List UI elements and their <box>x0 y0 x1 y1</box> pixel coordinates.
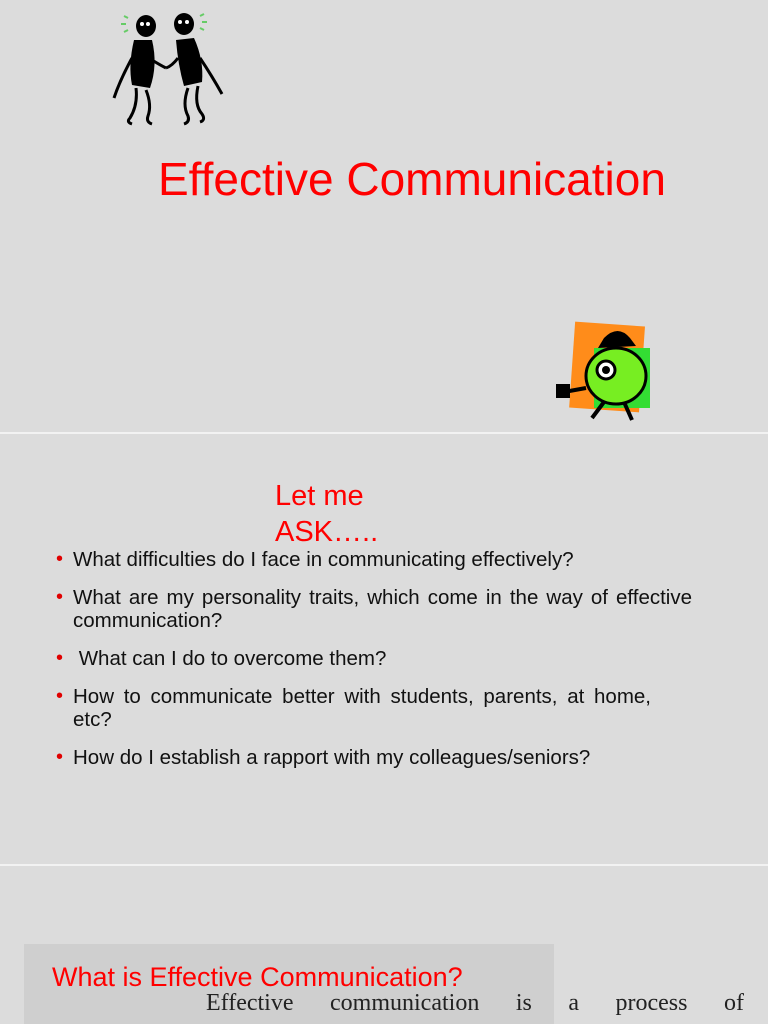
handshake-figures-icon <box>108 10 228 128</box>
bullet-text: What can I do to overcome them? <box>73 647 387 670</box>
list-item <box>56 548 692 571</box>
bullet-text: How to communicate better with students, parents, at home, etc? <box>73 685 651 731</box>
bullet-dot-icon: • <box>56 548 64 570</box>
slide-title: Effective Communication <box>158 153 666 205</box>
slide-3-title: What is Effective Communication? <box>52 962 463 992</box>
bullet-text: What difficulties do I face in communicating effectively? <box>73 548 574 571</box>
list-item <box>56 647 692 670</box>
bullet-dot-icon: • <box>56 647 64 669</box>
list-item <box>56 586 692 632</box>
slide-3-body: Effective communication is a process of <box>206 990 744 1016</box>
bullet-text: What are my personality traits, which come in the way of effective communication? <box>73 586 692 632</box>
bullet-dot-icon: • <box>56 746 64 768</box>
slide-2-heading: Let me ASK….. <box>275 480 379 548</box>
list-item <box>56 746 692 769</box>
frog-clipart-icon <box>552 318 662 428</box>
bullet-list <box>56 548 692 784</box>
bullet-dot-icon: • <box>56 586 64 608</box>
bullet-text: How do I establish a rapport with my colleagues/seniors? <box>73 746 591 769</box>
list-item <box>56 685 651 731</box>
bullet-dot-icon: • <box>56 685 64 707</box>
slide-1 <box>0 0 768 432</box>
